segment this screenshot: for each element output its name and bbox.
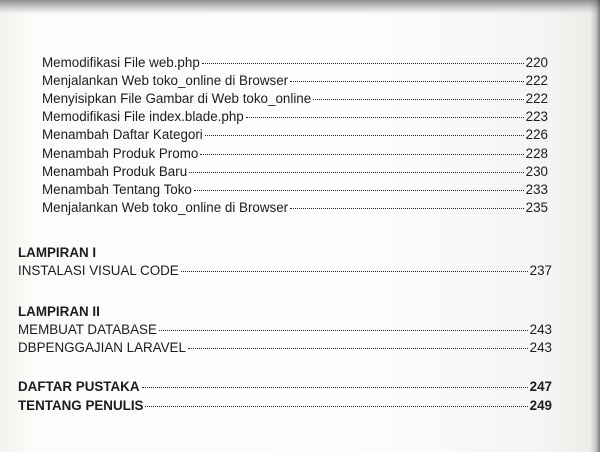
toc-entry-title: Memodifikasi File web.php: [42, 55, 200, 70]
dot-leader: [189, 172, 524, 173]
toc-entry-title: MEMBUAT DATABASE: [18, 322, 157, 337]
dot-leader: [142, 387, 528, 388]
toc-entry: [42, 200, 548, 216]
toc-entry: [42, 146, 548, 162]
dot-leader: [200, 154, 523, 155]
toc-entry-page: 222: [525, 73, 548, 88]
toc-entry-page: 243: [529, 322, 552, 337]
toc-entry-title: Menyisipkan File Gambar di Web toko_online: [42, 91, 312, 106]
dot-leader: [188, 348, 528, 349]
toc-entry-about-author: [18, 398, 552, 414]
dot-leader: [313, 99, 523, 100]
dot-leader: [205, 135, 524, 136]
toc-entry: [18, 340, 552, 356]
toc-entry-bibliography: [18, 379, 552, 395]
appendix-heading: LAMPIRAN I: [18, 245, 97, 260]
dot-leader: [290, 81, 524, 82]
toc-entry-page: 233: [525, 182, 548, 197]
toc-entry: [42, 109, 548, 125]
toc-entry: [42, 73, 548, 89]
toc-entry: [42, 127, 548, 143]
toc-entry-page: 247: [529, 379, 552, 394]
toc-entry-title: Menambah Tentang Toko: [42, 182, 192, 197]
toc-entry: [42, 164, 548, 180]
toc-entry-title: Menjalankan Web toko_online di Browser: [42, 200, 289, 215]
toc-entry: [18, 263, 552, 279]
toc-entry-title: DBPENGGAJIAN LARAVEL: [18, 340, 186, 355]
toc-entry-page: 235: [525, 200, 548, 215]
appendix-heading: LAMPIRAN II: [18, 304, 100, 319]
toc-entry: [18, 322, 552, 338]
toc-entry-title: INSTALASI VISUAL CODE: [18, 263, 179, 278]
toc-entry: [42, 182, 548, 198]
toc-entry-title: Menambah Produk Promo: [42, 146, 199, 161]
toc-entry-page: 243: [529, 340, 552, 355]
toc-entry: [42, 55, 548, 71]
dot-leader: [159, 330, 528, 331]
dot-leader: [290, 208, 524, 209]
toc-entry-page: 222: [525, 91, 548, 106]
dot-leader: [194, 190, 524, 191]
toc-entry-page: 223: [525, 109, 548, 124]
toc-entry-page: 249: [529, 398, 552, 413]
dot-leader: [202, 63, 524, 64]
toc-entry-title: Memodifikasi File index.blade.php: [42, 109, 244, 124]
toc-entry-title: Menambah Produk Baru: [42, 164, 188, 179]
toc-entry-title: Menjalankan Web toko_online di Browser: [42, 73, 289, 88]
toc-entry-title: DAFTAR PUSTAKA: [18, 379, 140, 394]
toc-entry-page: 220: [525, 55, 548, 70]
toc-entry-page: 228: [525, 146, 548, 161]
dot-leader: [246, 117, 524, 118]
toc-entry-page: 237: [529, 263, 552, 278]
toc-entry-title: Menambah Daftar Kategori: [42, 127, 203, 142]
toc-entry-page: 230: [525, 164, 548, 179]
toc-entry: [42, 91, 548, 107]
dot-leader: [145, 406, 527, 407]
toc-entry-page: 226: [525, 127, 548, 142]
toc-entry-title: TENTANG PENULIS: [18, 398, 144, 413]
dot-leader: [181, 271, 528, 272]
